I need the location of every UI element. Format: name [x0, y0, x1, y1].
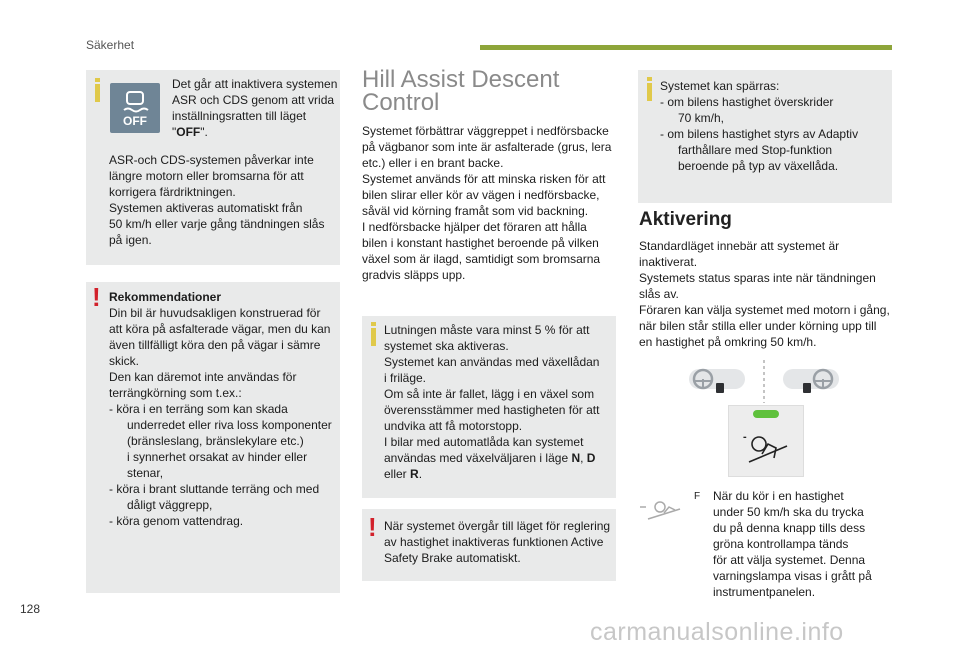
- page-title: [362, 68, 559, 114]
- text-line: I bilar med automatlåda kan systemet: [384, 435, 584, 449]
- list-item-cont: underredet eller riva loss komponenter: [127, 418, 332, 432]
- title-line: Hill Assist Descent: [362, 66, 560, 93]
- text-line: Systemet kan spärras:: [660, 79, 780, 93]
- info-intro: [172, 76, 342, 140]
- text-line: Systemen aktiveras automatiskt från: [109, 201, 303, 215]
- text-line: Din bil är huvudsakligen konstruerad för: [109, 306, 321, 320]
- text-line: När systemet övergår till läget för reglering: [384, 519, 611, 533]
- hadc-body: [362, 123, 616, 283]
- text-line: Föraren kan välja systemet med motorn i gång,: [639, 303, 890, 317]
- text-line: [172, 124, 342, 140]
- text-line: att köra på asfalterade vägar, men du kan: [109, 322, 331, 336]
- text-line: även tillfälligt köra den på vägar i sämre: [109, 338, 321, 352]
- text-line: Systemets status sparas inte när tändningen: [639, 271, 876, 285]
- list-item-cont: 70 km/h,: [678, 111, 725, 125]
- list-item-cont: farthållare med Stop-funktion: [678, 143, 833, 157]
- hadc-button-panel: [728, 405, 804, 477]
- asb-text: [384, 518, 616, 566]
- text-line: etc.) eller i en brant backe.: [362, 156, 504, 170]
- text-line: terrängkörning som t.ex.:: [109, 386, 242, 400]
- warning-title: [109, 289, 339, 305]
- text-line: Safety Brake automatiskt.: [384, 551, 521, 565]
- text-line: gradvis släpps upp.: [362, 268, 466, 282]
- text-span: eller: [384, 467, 411, 481]
- text-line: bilen slirar eller kör av vägen i nedförsbacke,: [362, 188, 600, 202]
- dashboard-illustration: [689, 355, 839, 405]
- quote: ".: [200, 125, 208, 139]
- off-label: OFF: [123, 114, 147, 128]
- gear-r: R: [410, 467, 419, 481]
- section-heading: Aktivering: [639, 209, 732, 230]
- text-line: När du kör i en hastighet: [713, 489, 844, 503]
- info-icon: [91, 78, 105, 106]
- warning-title-text: Rekommendationer: [109, 290, 222, 304]
- text-line: ASR-och CDS-systemen påverkar inte: [109, 153, 314, 167]
- text-line: korrigera färdriktningen.: [109, 185, 236, 199]
- text-line: slås av.: [639, 287, 679, 301]
- list-item-cont: stenar,: [127, 466, 164, 480]
- section-accent-bar: [480, 45, 892, 50]
- text-line: undvika att få motorstopp.: [384, 419, 523, 433]
- step-marker: F: [694, 491, 701, 502]
- text-line: skick.: [109, 354, 139, 368]
- svg-text:-: -: [743, 431, 747, 443]
- gear-d: D: [586, 451, 596, 465]
- text-line: på vägbanor som inte är asfalterade (grus, lera: [362, 140, 612, 154]
- list-item: - om bilens hastighet överskrider: [660, 95, 834, 109]
- text-line: ASR och CDS genom att vrida: [172, 93, 335, 107]
- step-text: [713, 488, 893, 600]
- text-line: du på denna knapp tills dess: [713, 521, 866, 535]
- text-line: överensstämmer med hastigheten för att: [384, 403, 600, 417]
- text-line: på igen.: [109, 233, 152, 247]
- warning-text: [109, 289, 339, 529]
- text-line: Systemet förbättrar väggreppet i nedförsbacke: [362, 124, 609, 138]
- title-line: Control: [362, 89, 440, 116]
- list-item-cont: i synnerhet orsakat av hinder eller: [127, 450, 308, 464]
- esp-off-icon: [110, 83, 160, 133]
- text-line: växel som är ilagd, samtidigt som bromsarna: [362, 252, 601, 266]
- blocking-text: [660, 78, 890, 174]
- text-line: längre motorn eller bromsarna för att: [109, 169, 304, 183]
- text-line: för att välja systemet. Denna: [713, 553, 866, 567]
- text-line: 50 km/h eller varje gång tändningen slås: [109, 217, 325, 231]
- gear-n: N: [571, 451, 581, 465]
- text-line: instrumentpanelen.: [713, 585, 816, 599]
- activation-body: [639, 238, 893, 350]
- text-line: såväl vid körning framåt som vid backning.: [362, 204, 589, 218]
- warning-icon: !: [368, 512, 377, 542]
- text-line: systemet ska aktiveras.: [384, 339, 509, 353]
- text-line: Det går att inaktivera systemen: [172, 77, 338, 91]
- text-line: [384, 466, 614, 482]
- text-line: en hastighet på omkring 50 km/h.: [639, 335, 817, 349]
- quote: ": [172, 125, 177, 139]
- list-item: - köra i en terräng som kan skada: [109, 402, 288, 416]
- bold-off: OFF: [176, 125, 201, 139]
- text-line: gröna kontrollampa tänds: [713, 537, 849, 551]
- text-line: Systemet kan användas med växellådan: [384, 355, 600, 369]
- list-item-cont: dåligt väggrepp,: [127, 498, 213, 512]
- info-body: [109, 152, 337, 248]
- text-line: I nedförsbacke hjälper det föraren att hålla: [362, 220, 587, 234]
- text-line: varningslampa visas i grått på: [713, 569, 872, 583]
- slope-text: [384, 322, 614, 482]
- text-line: Systemet används för att minska risken för att: [362, 172, 606, 186]
- info-icon: [643, 77, 657, 105]
- text-line: Den kan däremot inte användas för: [109, 370, 297, 384]
- page-number: 128: [20, 602, 41, 616]
- watermark: carmanualsonline.info: [590, 618, 844, 646]
- text-line: inställningsratten till läget: [172, 109, 307, 123]
- text-line: i friläge.: [384, 371, 427, 385]
- text-line: inaktiverat.: [639, 255, 698, 269]
- text-line: [384, 450, 614, 466]
- list-item: - köra i brant sluttande terräng och med: [109, 482, 320, 496]
- text-span: .: [418, 467, 423, 481]
- list-item: - om bilens hastighet styrs av Adaptiv: [660, 127, 859, 141]
- text-line: Lutningen måste vara minst 5 % för att: [384, 323, 590, 337]
- text-span: användas med växelväljaren i läge: [384, 451, 572, 465]
- text-line: under 50 km/h ska du trycka: [713, 505, 864, 519]
- text-line: av hastighet inaktiveras funktionen Active: [384, 535, 604, 549]
- section-title: Säkerhet: [86, 38, 135, 52]
- warning-icon: !: [92, 282, 101, 312]
- text-line: bilen i konstant hastighet beroende på vilken: [362, 236, 599, 250]
- text-line: när bilen står stilla eller under körning upp till: [639, 319, 877, 333]
- text-line: Standardläget innebär att systemet är: [639, 239, 840, 253]
- hadc-small-icon: [638, 497, 684, 523]
- list-item-cont: beroende på typ av växellåda.: [678, 159, 839, 173]
- text-span: ,: [580, 451, 587, 465]
- text-line: Om så inte är fallet, lägg i en växel som: [384, 387, 595, 401]
- list-item-cont: (bränsleslang, bränslekylare etc.): [127, 434, 304, 448]
- info-icon: [367, 322, 381, 350]
- list-item: - köra genom vattendrag.: [109, 514, 244, 528]
